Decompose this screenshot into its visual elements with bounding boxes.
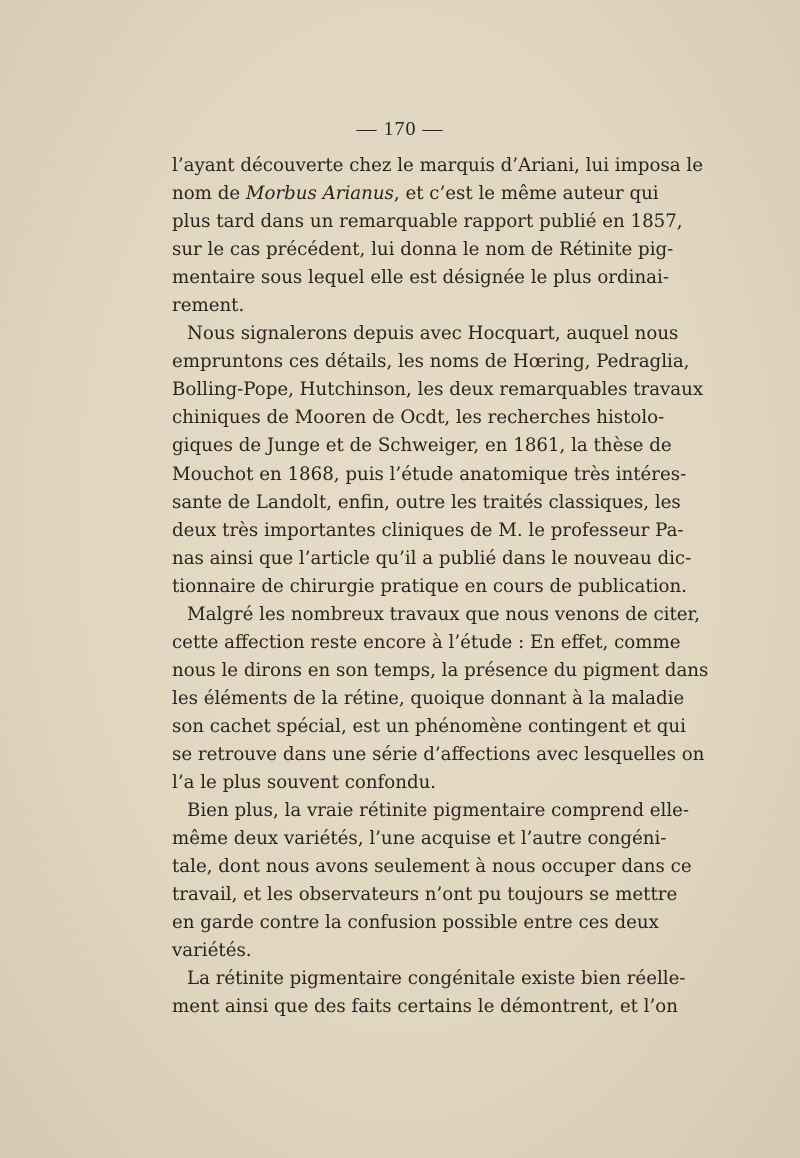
text-line: Mouchot en 1868, puis l’étude anatomique très intéres-: [172, 463, 687, 485]
text-line: giques de Junge et de Schweiger, en 1861, la thèse de: [172, 435, 672, 457]
text-line: tionnaire de chirurgie pratique en cours de publication.: [172, 575, 687, 597]
text-run: nom de: [172, 183, 246, 205]
page-number: — 170 —: [356, 118, 444, 140]
text-line: nous le dirons en son temps, la présence du pigment dans: [172, 659, 709, 681]
italic-term: Morbus Arianus: [245, 183, 394, 205]
text-line: plus tard dans un remarquable rapport publié en 1857,: [172, 211, 683, 233]
body-text: [172, 152, 709, 1021]
text-line: chiniques de Mooren de Ocdt, les recherches histolo-: [172, 407, 665, 429]
text-line: sante de Landolt, enfin, outre les traités classiques, les: [172, 491, 681, 513]
text-line: nas ainsi que l’article qu’il a publié dans le nouveau dic-: [172, 547, 692, 569]
text-line: en garde contre la confusion possible entre ces deux: [172, 912, 659, 934]
text-line: même deux variétés, l’une acquise et l’autre congéni-: [172, 828, 667, 850]
text-line: La rétinite pigmentaire congénitale existe bien réelle-: [187, 968, 686, 990]
text-line: Bien plus, la vraie rétinite pigmentaire comprend elle-: [187, 800, 690, 822]
text-line: travail, et les observateurs n’ont pu toujours se mettre: [172, 884, 678, 906]
text-line: l’ayant découverte chez le marquis d’Ariani, lui imposa le: [172, 155, 703, 176]
text-line: cette affection reste encore à l’étude : En effet, comme: [172, 631, 681, 653]
text-line: l’a le plus souvent confondu.: [172, 772, 437, 794]
text-line: les éléments de la rétine, quoique donnant à la maladie: [172, 687, 685, 709]
text-line: ment ainsi que des faits certains le démontrent, et l’on: [172, 996, 678, 1018]
text-line: Malgré les nombreux travaux que nous venons de citer,: [187, 603, 700, 625]
text-line: empruntons ces détails, les noms de Hœring, Pedraglia,: [172, 351, 690, 373]
text-line: tale, dont nous avons seulement à nous occuper dans ce: [172, 856, 692, 878]
text-line: son cachet spécial, est un phénomène contingent et qui: [172, 715, 686, 737]
text-line: mentaire sous lequel elle est désignée le plus ordinai-: [172, 267, 669, 289]
text-line: [172, 180, 659, 208]
text-line: sur le cas précédent, lui donna le nom de Rétinite pig-: [172, 239, 674, 261]
text-line: Nous signalerons depuis avec Hocquart, auquel nous: [187, 323, 679, 345]
text-line: rement.: [172, 295, 245, 317]
text-line: Bolling-Pope, Hutchinson, les deux remarquables travaux: [172, 379, 704, 401]
text-line: se retrouve dans une série d’affections avec lesquelles on: [172, 743, 705, 765]
text-line: variétés.: [172, 940, 252, 962]
text-line: deux très importantes cliniques de M. le professeur Pa-: [172, 519, 684, 541]
text-run: , et c’est le même auteur qui: [393, 183, 659, 205]
